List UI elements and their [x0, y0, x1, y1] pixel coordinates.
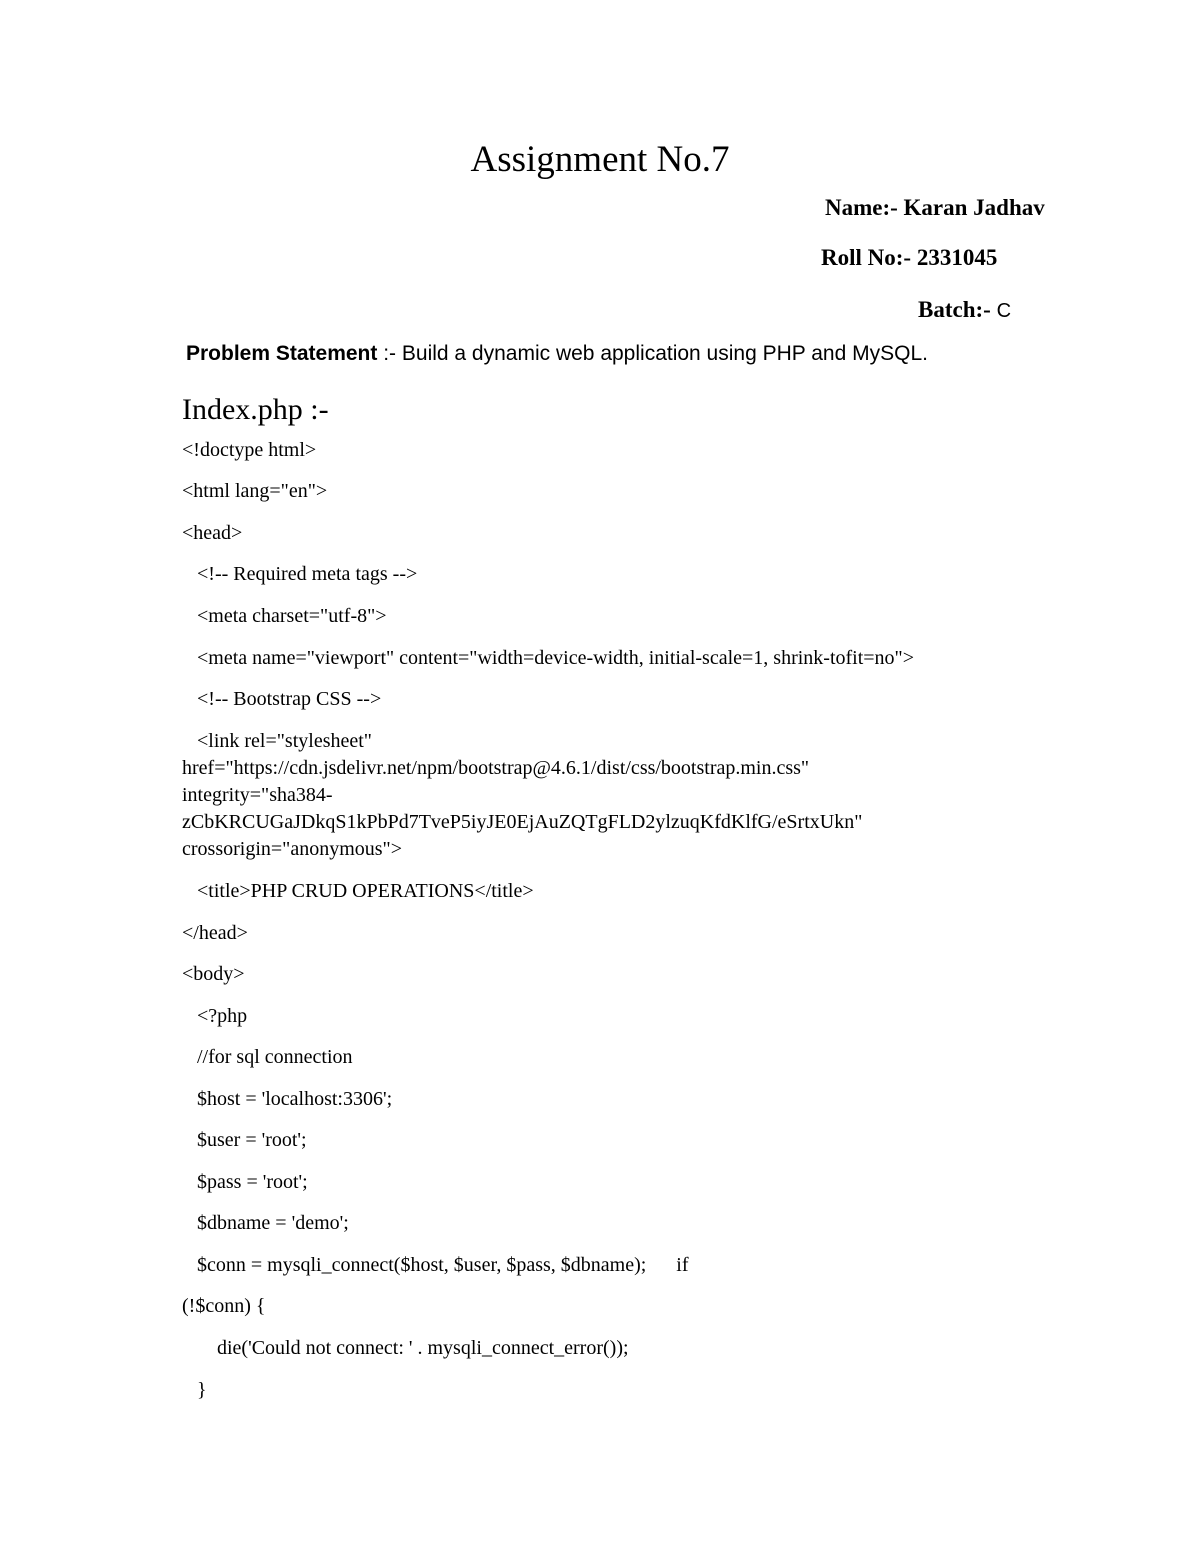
problem-label: Problem Statement	[186, 342, 378, 365]
code-line: $dbname = 'demo';	[182, 1212, 349, 1234]
problem-statement	[186, 340, 928, 368]
code-line: //for sql connection	[182, 1046, 353, 1068]
code-line: <title>PHP CRUD OPERATIONS</title>	[182, 880, 534, 902]
code-line: }	[182, 1379, 207, 1401]
name-value: Karan Jadhav	[903, 195, 1045, 220]
code-line: <meta name="viewport" content="width=device-width, initial-scale=1, shrink-tofit=no">	[182, 647, 914, 669]
code-line: (!$conn) {	[182, 1295, 266, 1317]
code-line: $host = 'localhost:3306';	[182, 1088, 393, 1110]
code-line: <!doctype html>	[182, 439, 317, 461]
code-line: <meta charset="utf-8">	[182, 605, 387, 627]
roll-label: Roll No:-	[821, 245, 912, 270]
name-label: Name:-	[825, 195, 898, 220]
batch-label: Batch:-	[918, 297, 991, 322]
code-line: $pass = 'root';	[182, 1171, 308, 1193]
problem-text: :- Build a dynamic web application using PHP and MySQL.	[377, 342, 928, 365]
page-title: Assignment No.7	[470, 139, 730, 180]
roll-number	[821, 244, 997, 272]
code-line: $user = 'root';	[182, 1129, 307, 1151]
code-line: zCbKRCUGaJDkqS1kPbPd7TveP5iyJE0EjAuZQTgFLD2ylzuqKfdKlfG/eSrtxUkn"	[182, 811, 863, 833]
batch	[918, 296, 1011, 325]
code-line: crossorigin="anonymous">	[182, 838, 402, 860]
batch-value: C	[996, 300, 1012, 322]
code-line: die('Could not connect: ' . mysqli_connect_error());	[182, 1337, 629, 1359]
file-heading: Index.php :-	[182, 393, 329, 426]
code-line: integrity="sha384-	[182, 784, 333, 806]
code-line: href="https://cdn.jsdelivr.net/npm/bootstrap@4.6.1/dist/css/bootstrap.min.css"	[182, 757, 810, 779]
code-line: <head>	[182, 522, 243, 544]
code-line: </head>	[182, 922, 248, 944]
roll-value: 2331045	[916, 245, 998, 270]
code-line: $conn = mysqli_connect($host, $user, $pass, $dbname); if	[182, 1254, 689, 1276]
code-line: <!-- Required meta tags -->	[182, 563, 418, 585]
code-line: <?php	[182, 1005, 248, 1027]
code-line: <html lang="en">	[182, 480, 328, 502]
code-line: <!-- Bootstrap CSS -->	[182, 688, 382, 710]
student-name	[825, 194, 1045, 222]
code-line: <body>	[182, 963, 245, 985]
code-line: <link rel="stylesheet"	[182, 730, 372, 752]
